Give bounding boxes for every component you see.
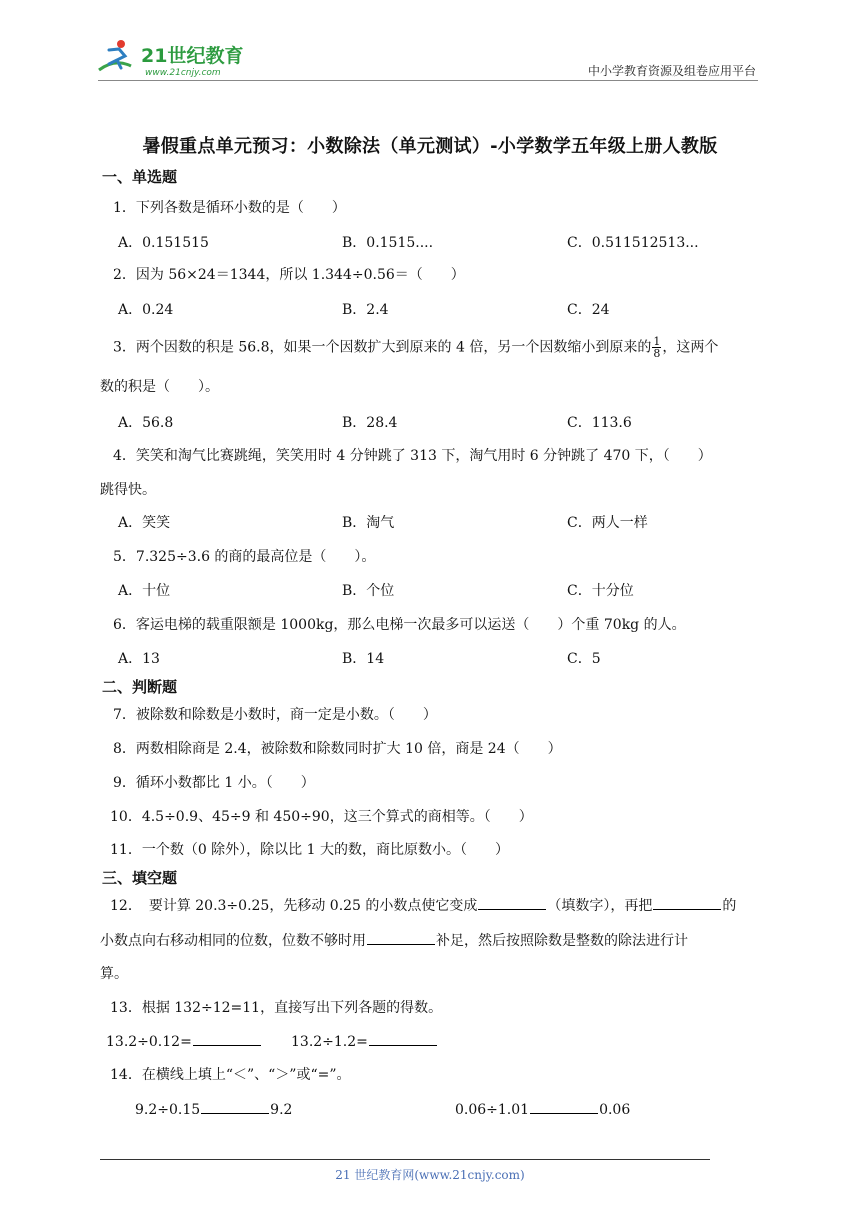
question-7: 7．被除数和除数是小数时，商一定是小数。（ ） <box>113 707 437 723</box>
answer-blank[interactable] <box>367 930 435 945</box>
question-4-line-2: 跳得快。 <box>100 482 156 498</box>
q4-option-c: C．两人一样 <box>567 515 648 531</box>
section-heading-true-false: 二、判断题 <box>102 678 178 696</box>
q14-comparison-2: 0.06÷1.01 0.06 <box>455 1099 630 1118</box>
question-12-line-3: 算。 <box>100 966 128 982</box>
q3-option-c: C．113.6 <box>567 415 632 431</box>
q2-option-b: B．2.4 <box>342 302 389 318</box>
question-4: 4．笑笑和淘气比赛跳绳，笑笑用时 4 分钟跳了 313 下，淘气用时 6 分钟跳了 470 下，（ ） <box>113 448 712 464</box>
svg-text:21世纪教育: 21世纪教育 <box>141 45 244 67</box>
answer-blank[interactable] <box>478 895 546 910</box>
q1-option-b: B．0.1515.... <box>342 235 434 251</box>
question-10: 10．4.5÷0.9、45÷9 和 450÷90，这三个算式的商相等。（ ） <box>110 809 533 825</box>
q5-option-c: C．十分位 <box>567 583 634 599</box>
q3-text-b: ，这两个 <box>662 339 719 356</box>
q2-option-a: A．0.24 <box>118 302 174 318</box>
q3-text-a: 3．两个因数的积是 56.8，如果一个因数扩大到原来的 4 倍，另一个因数缩小到原来的 <box>113 339 652 356</box>
question-5: 5．7.325÷3.6 的商的最高位是（ ）。 <box>113 549 376 565</box>
question-6: 6．客运电梯的载重限额是 1000kg，那么电梯一次最多可以运送（ ）个重 70kg 的人。 <box>113 617 686 633</box>
footer-link[interactable]: 21 世纪教育网(www.21cnjy.com) <box>335 1168 525 1182</box>
answer-blank[interactable] <box>530 1099 598 1114</box>
q13-expression-1: 13.2÷0.12= <box>106 1031 262 1050</box>
q4-option-b: B．淘气 <box>342 515 395 531</box>
q3-option-b: B．28.4 <box>342 415 398 431</box>
question-14: 14．在横线上填上“＜”、“＞”或“=”。 <box>110 1067 351 1083</box>
site-logo <box>95 36 265 80</box>
q2-option-c: C．24 <box>567 302 610 318</box>
answer-blank[interactable] <box>653 895 721 910</box>
q5-option-a: A．十位 <box>118 583 171 599</box>
q4-option-a: A．笑笑 <box>118 515 171 531</box>
q1-option-a: A．0.151515 <box>118 235 209 251</box>
question-11: 11．一个数（0 除外），除以比 1 大的数，商比原数小。（ ） <box>110 842 509 858</box>
q6-option-b: B．14 <box>342 651 385 667</box>
question-12-line-2: 小数点向右移动相同的位数，位数不够时用 补足，然后按照除数是整数的除法进行计 <box>100 930 688 950</box>
platform-name: 中小学教育资源及组卷应用平台 <box>587 64 756 78</box>
question-12: 12． 要计算 20.3÷0.25，先移动 0.25 的小数点使它变成 （填数字），再把 的 <box>110 895 736 915</box>
answer-blank[interactable] <box>201 1099 269 1114</box>
q6-option-a: A．13 <box>118 651 160 667</box>
answer-blank[interactable] <box>193 1031 261 1046</box>
question-3-line-2: 数的积是（ ）。 <box>100 379 219 395</box>
fraction-one-eighth: $\frac{1}{8}$ <box>653 335 661 360</box>
q1-option-c: C．0.511512513... <box>567 235 699 251</box>
q14-comparison-1: 9.2÷0.15 9.2 <box>135 1099 292 1118</box>
question-9: 9．循环小数都比 1 小。（ ） <box>113 775 315 791</box>
section-heading-single-choice: 一、单选题 <box>102 168 178 186</box>
q5-option-b: B．个位 <box>342 583 395 599</box>
svg-text:www.21cnjy.com: www.21cnjy.com <box>145 68 221 78</box>
answer-blank[interactable] <box>369 1031 437 1046</box>
question-2: 2．因为 56×24＝1344，所以 1.344÷0.56＝（ ） <box>113 267 465 283</box>
section-heading-fill-blank: 三、填空题 <box>102 869 178 887</box>
q6-option-c: C．5 <box>567 651 601 667</box>
question-13: 13．根据 132÷12=11，直接写出下列各题的得数。 <box>110 1000 443 1016</box>
q3-option-a: A．56.8 <box>118 415 174 431</box>
question-8: 8．两数相除商是 2.4，被除数和除数同时扩大 10 倍，商是 24（ ） <box>113 741 562 757</box>
question-3 <box>113 336 718 359</box>
page-title: 暑假重点单元预习：小数除法（单元测试）-小学数学五年级上册人教版 <box>142 136 718 157</box>
question-1: 1．下列各数是循环小数的是（ ） <box>113 200 346 216</box>
q13-expression-2: 13.2÷1.2= <box>291 1031 438 1050</box>
header-divider <box>98 80 758 81</box>
footer-divider <box>100 1159 710 1160</box>
